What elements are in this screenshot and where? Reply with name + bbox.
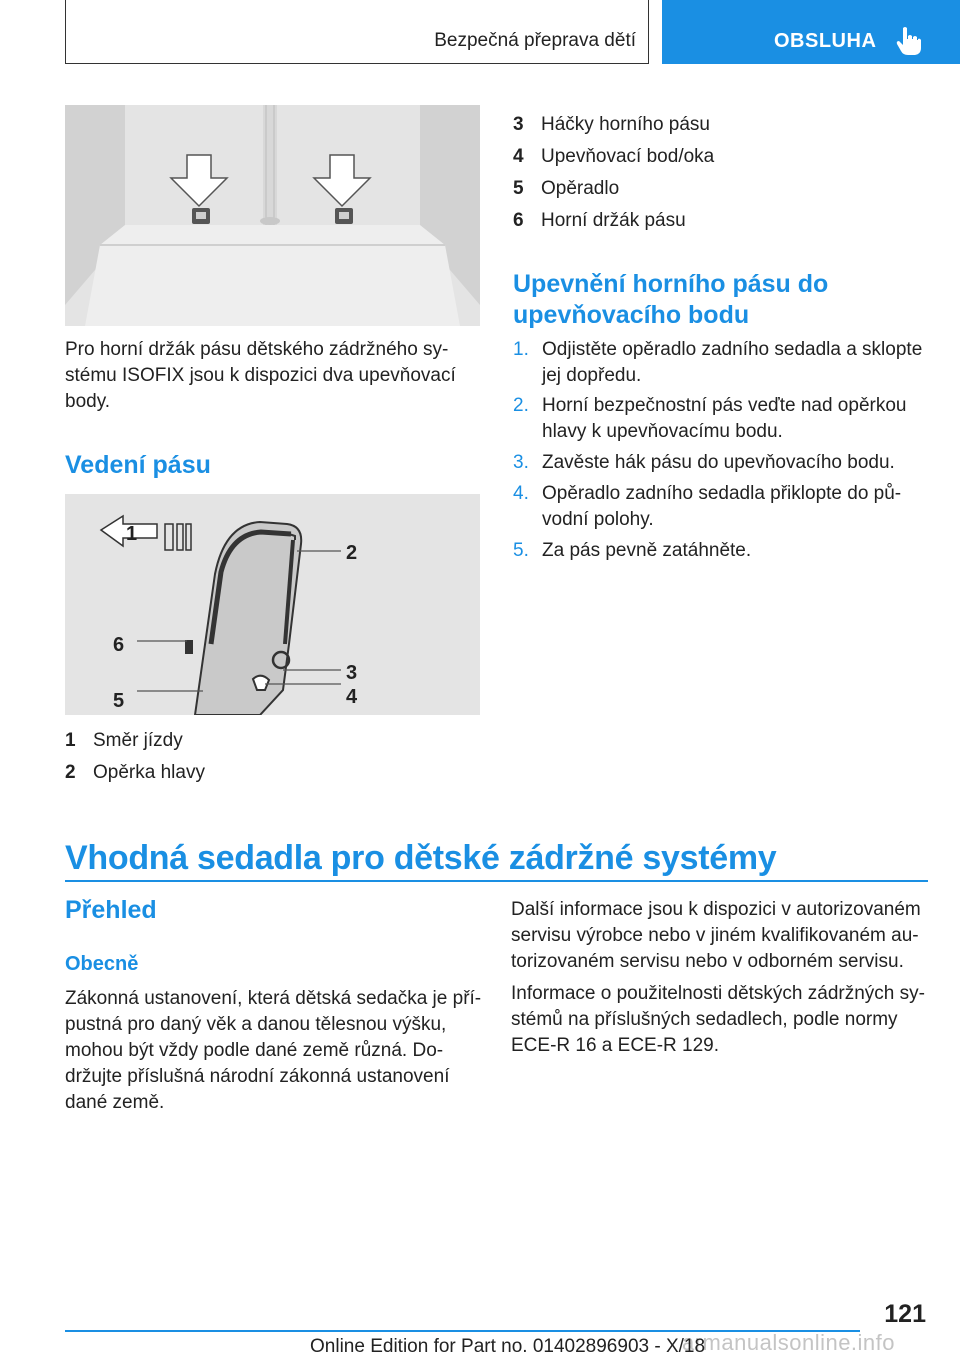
belt-routing-heading: Vedení pásu	[65, 451, 211, 479]
step-number: 4.	[513, 483, 529, 504]
section-divider	[65, 880, 928, 882]
figure-label-4: 4	[346, 686, 358, 708]
step-line: hlavy k upevňovacímu bodu.	[542, 421, 783, 442]
intro-line: Pro horní držák pásu dětského zádržného sy-	[65, 339, 449, 360]
legend-label: Opěradlo	[541, 178, 620, 199]
step-line: Odjistěte opěradlo zadního sedadla a sklopte	[542, 339, 923, 360]
paragraph-line: stémů na příslušných sedadlech, podle normy	[511, 1009, 898, 1030]
step-line: Opěradlo zadního sedadla přiklopte do pů-	[542, 483, 902, 504]
step-line: vodní polohy.	[542, 509, 654, 530]
watermark: armanualsonline.info	[682, 1330, 896, 1355]
header-section-tab[interactable]	[662, 0, 960, 64]
paragraph-line: torizovaném servisu nebo v odborném servisu.	[511, 951, 904, 972]
paragraph-line: mohou být vždy podle dané země různá. Do-	[65, 1040, 444, 1061]
intro-line: stému ISOFIX jsou k dispozici dva upevňovací	[65, 365, 456, 386]
legend-number: 5	[513, 178, 524, 199]
upper-belt-heading	[513, 269, 933, 331]
step-line: Horní bezpečnostní pás veďte nad opěrkou	[542, 395, 907, 416]
legend-number: 3	[513, 114, 524, 135]
header-chapter-box	[65, 0, 649, 64]
paragraph-line: Zákonná ustanovení, která dětská sedačka je pří-	[65, 988, 482, 1009]
paragraph-line: Další informace jsou k dispozici v autorizovaném	[511, 899, 921, 920]
step-line: Zavěste hák pásu do upevňovacího bodu.	[542, 452, 895, 473]
paragraph-line: pustná pro daný věk a danou tělesnou výšku,	[65, 1014, 447, 1035]
page-number: 121	[884, 1300, 926, 1328]
heading-line: Upevnění horního pásu do	[513, 270, 829, 298]
pointing-hand-icon	[896, 26, 922, 56]
legend-label: Směr jízdy	[93, 730, 183, 751]
legend-label: Opěrka hlavy	[93, 762, 205, 783]
paragraph-line: servisu výrobce nebo v jiném kvalifikovaném au-	[511, 925, 919, 946]
paragraph-line: dané země.	[65, 1092, 165, 1113]
step-number: 2.	[513, 395, 529, 416]
figure-label-1: 1	[126, 523, 138, 545]
isofix-intro-paragraph	[65, 337, 480, 415]
step-number: 3.	[513, 452, 529, 473]
legend-label: Horní držák pásu	[541, 210, 686, 231]
legend-number: 1	[65, 730, 76, 751]
heading-line: upevňovacího bodu	[513, 301, 750, 329]
intro-line: body.	[65, 391, 111, 412]
figure-label-2: 2	[346, 542, 358, 564]
paragraph-line: držujte příslušná národní zákonná ustanovení	[65, 1066, 450, 1087]
paragraph-line: Informace o použitelnosti dětských zádržných sy-	[511, 983, 925, 1004]
step-line: Za pás pevně zatáhněte.	[542, 540, 752, 561]
section-title: Vhodná sedadla pro dětské zádržné systémy	[65, 839, 777, 877]
legend-number: 4	[513, 146, 524, 167]
section-label: OBSLUHA	[774, 30, 877, 52]
legend-number: 6	[513, 210, 524, 231]
general-paragraph	[65, 986, 485, 1116]
overview-heading: Přehled	[65, 896, 157, 924]
info-paragraph-1	[511, 897, 936, 975]
figure-label-6: 6	[113, 634, 125, 656]
legend-label: Háčky horního pásu	[541, 114, 710, 135]
paragraph-line: ECE-R 16 a ECE-R 129.	[511, 1035, 720, 1056]
figure-label-5: 5	[113, 690, 125, 712]
chapter-title: Bezpečná přeprava dětí	[434, 30, 636, 51]
info-paragraph-2	[511, 981, 936, 1059]
isofix-anchor-figure	[65, 105, 480, 326]
legend-label: Upevňovací bod/oka	[541, 146, 715, 167]
figure-label-3: 3	[346, 662, 358, 684]
edition-text: Online Edition for Part no. 01402896903 - X/18	[310, 1336, 706, 1357]
step-number: 1.	[513, 339, 529, 360]
step-line: jej dopředu.	[542, 365, 642, 386]
step-number: 5.	[513, 540, 529, 561]
legend-number: 2	[65, 762, 76, 783]
general-heading: Obecně	[65, 953, 139, 975]
belt-routing-figure	[65, 494, 480, 715]
